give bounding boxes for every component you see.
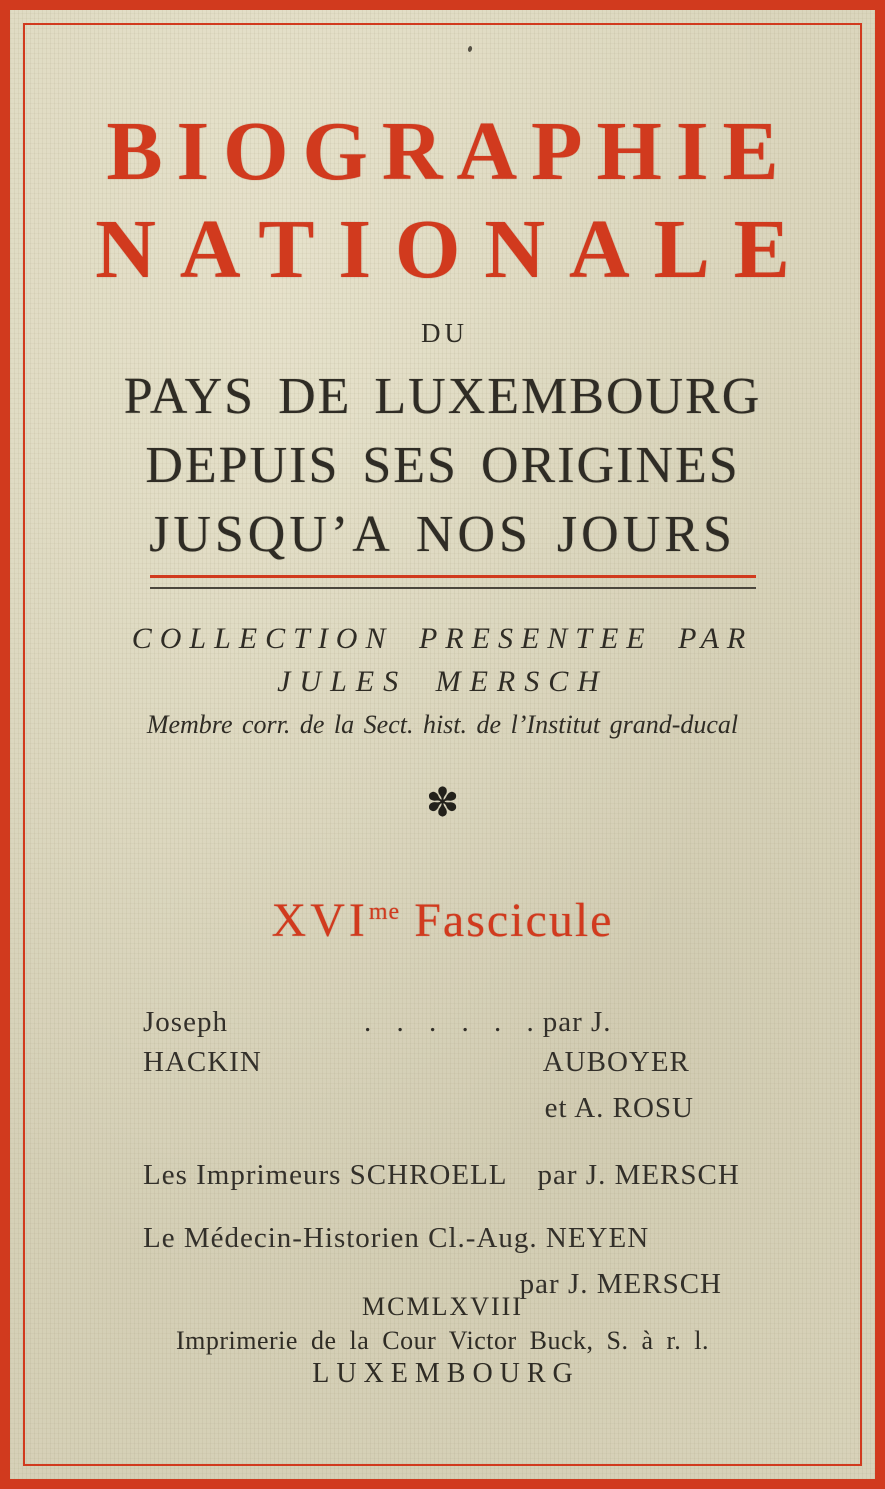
title-connector: DU [421,318,468,348]
fascicule-number: XVI [271,894,369,947]
subtitle-line1: PAYS DE LUXEMBOURG [123,368,762,425]
main-title-line1: BIOGRAPHIE [106,105,793,198]
fascicule-label: Fascicule [414,894,614,947]
contents-entry-schroell [143,1155,758,1195]
imprint-city: LUXEMBOURG [312,1358,580,1389]
contents-list [143,1002,758,1304]
subtitle-block [10,362,875,569]
print-speck [467,46,472,53]
subtitle-line3: JUSQU’A NOS JOURS [149,506,736,563]
imprint-printer: Imprimerie de la Cour Victor Buck, S. à r. l. [176,1326,709,1355]
fascicule-heading [10,893,875,948]
entry-author: par J. AUBOYER [542,1006,690,1078]
entry-title: Joseph HACKIN [143,1006,262,1078]
collection-presented-by: COLLECTION PRESENTEE PAR [131,622,754,655]
double-rule-ink [150,587,756,589]
double-rule-gap [150,578,756,587]
contents-entry-hackin [143,1002,758,1082]
subtitle-line2: DEPUIS SES ORIGINES [145,437,740,494]
entry-author: par J. MERSCH [537,1159,740,1191]
imprint-year: MCMLXVIII [362,1292,523,1321]
entry-title: Les Imprimeurs SCHROELL [143,1159,508,1191]
fascicule-number-suffix: me [368,899,401,925]
main-title-line2: NATIONALE [95,203,814,296]
asterisk-ornament-icon: ✽ [425,780,460,826]
entry-author: par J. MERSCH [519,1268,722,1300]
collection-editor-title: Membre corr. de la Sect. hist. de l’Institut grand-ducal [146,710,739,739]
contents-entry-neyen: Le Médecin-Historien Cl.-Aug. NEYEN [143,1222,650,1254]
dot-leader: . . . . . . [363,1006,543,1038]
collection-editor-name: JULES MERSCH [277,665,608,698]
entry-author-second: et A. ROSU [544,1092,694,1124]
double-rule [150,575,756,589]
